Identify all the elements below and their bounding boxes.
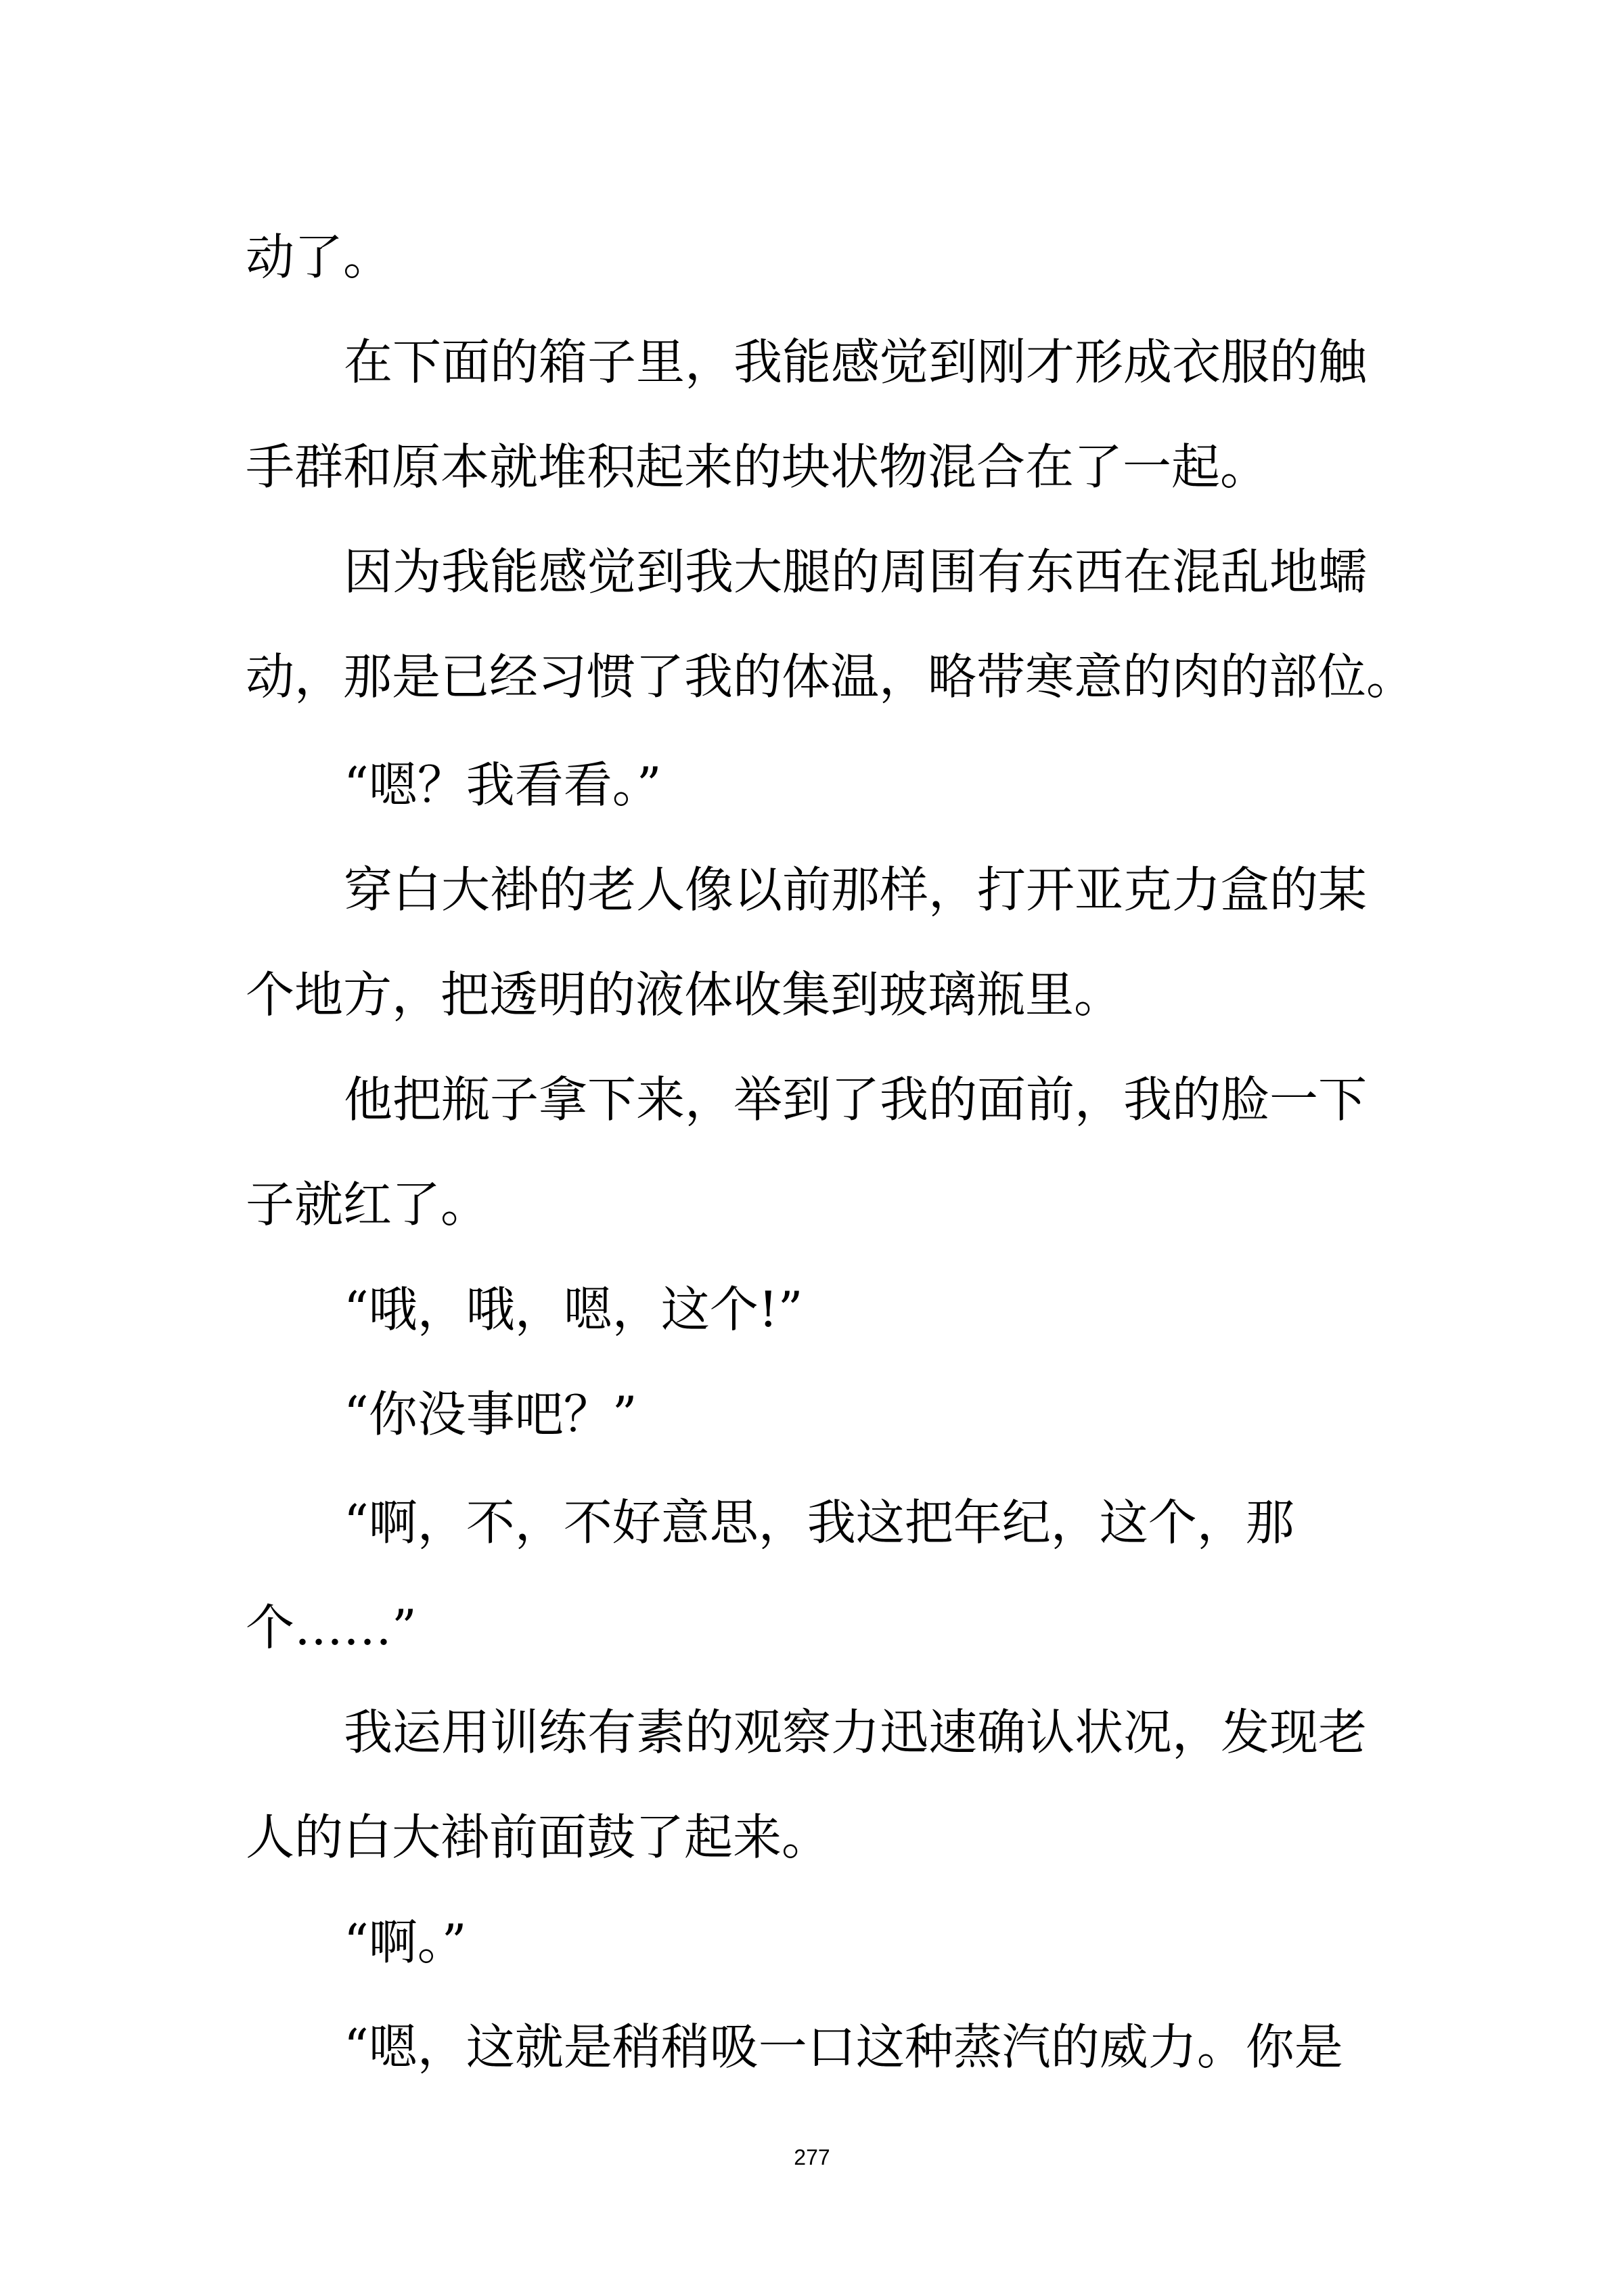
- text-line: 在下面的箱子里，我能感觉到刚才形成衣服的触: [344, 334, 1368, 390]
- text-line: 子就红了。: [246, 1176, 490, 1233]
- text-line: 个地方，把透明的液体收集到玻璃瓶里。: [246, 966, 1123, 1023]
- text-line: 他把瓶子拿下来，举到了我的面前，我的脸一下: [344, 1071, 1368, 1128]
- text-line: “啊，不，不好意思，我这把年纪，这个，那: [344, 1494, 1294, 1551]
- text-line: 动，那是已经习惯了我的体温，略带寒意的肉的部位。: [246, 648, 1416, 705]
- text-line: “嗯？我看看。”: [344, 757, 662, 813]
- text-line: 我运用训练有素的观察力迅速确认状况，发现老: [344, 1704, 1368, 1761]
- text-line: “哦，哦，嗯，这个!”: [344, 1281, 803, 1338]
- text-line: “你没事吧？”: [344, 1386, 637, 1443]
- text-line: 因为我能感觉到我大腿的周围有东西在混乱地蠕: [344, 543, 1368, 600]
- text-line: “啊。”: [344, 1914, 467, 1971]
- text-line: 穿白大褂的老人像以前那样，打开亚克力盒的某: [344, 861, 1368, 918]
- text-line: 动了。: [246, 229, 392, 286]
- text-line: 手群和原本就堆积起来的块状物混合在了一起。: [246, 438, 1269, 495]
- page-number: 277: [794, 2145, 830, 2169]
- text-line: 人的白大褂前面鼓了起来。: [246, 1809, 831, 1866]
- text-line: “嗯，这就是稍稍吸一口这种蒸汽的威力。你是: [344, 2019, 1343, 2075]
- text-line: 个……”: [246, 1599, 417, 1656]
